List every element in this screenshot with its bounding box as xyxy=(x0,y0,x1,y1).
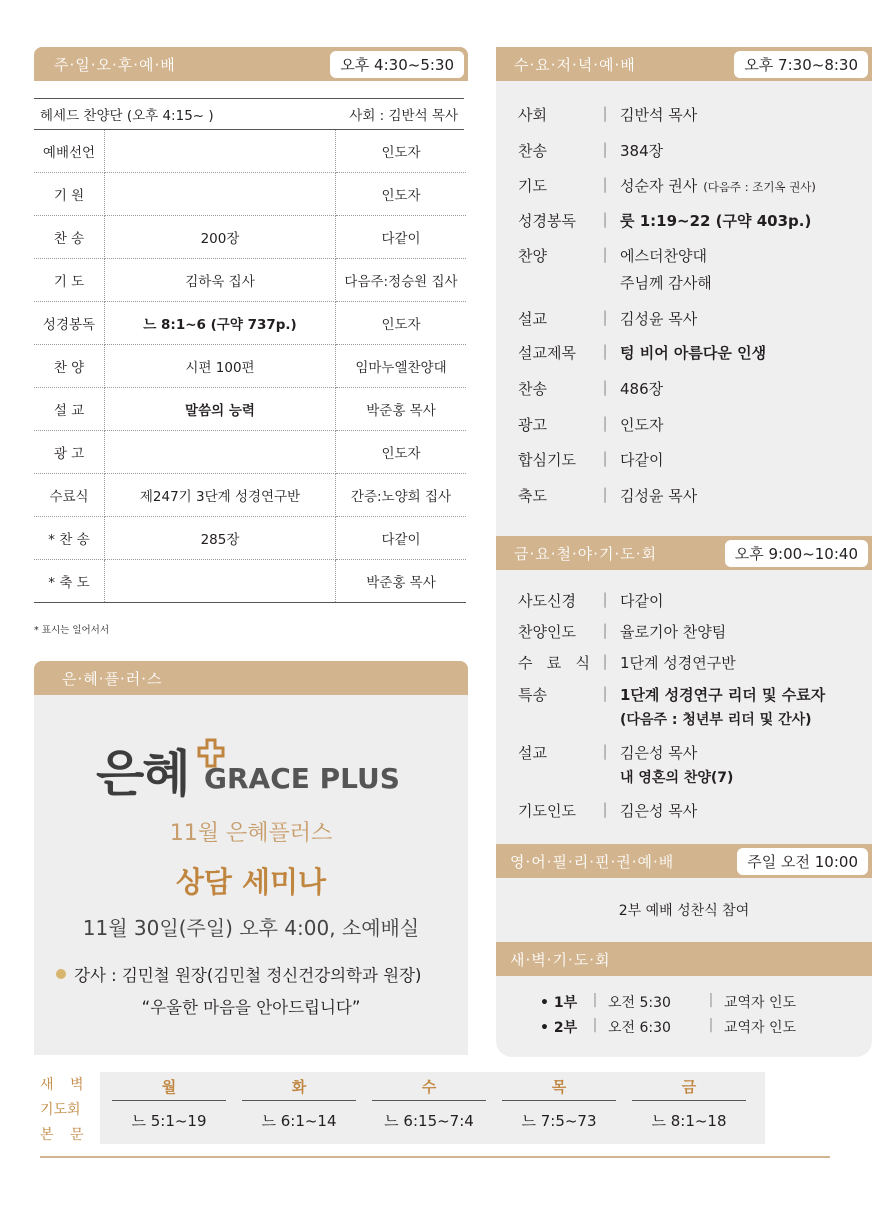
row-value xyxy=(620,140,663,161)
english-text: 2부 예배 성찬식 참여 xyxy=(618,903,750,919)
separator: | xyxy=(602,800,608,818)
dawn-row xyxy=(540,1017,824,1037)
order-row xyxy=(34,302,466,345)
order-item: 성경봉독 xyxy=(34,302,105,345)
separator: | xyxy=(602,742,608,760)
grace-plus-logo xyxy=(96,734,416,804)
english-time: 주일 오전 10:00 xyxy=(737,848,868,875)
value-main: 김반석 목사 xyxy=(620,106,698,124)
row-value xyxy=(620,342,766,363)
day-passage: 느 5:1~19 xyxy=(131,1112,207,1130)
day-name: 수 xyxy=(372,1072,486,1101)
wednesday-row xyxy=(518,308,697,329)
sunday-header xyxy=(34,47,468,81)
row-value-text xyxy=(620,449,663,470)
row-label: 설교제목 xyxy=(518,344,576,362)
value-main: 인도자 xyxy=(620,416,664,434)
wednesday-row xyxy=(518,175,816,196)
sunday-subheader xyxy=(34,98,464,130)
separator: | xyxy=(602,414,608,432)
value-main: 텅 비어 아름다운 인생 xyxy=(620,344,767,362)
host-text: 사회 : 김반석 목사 xyxy=(349,108,458,124)
row-label: 찬송 xyxy=(518,380,547,398)
order-row xyxy=(34,431,466,474)
dawn-title: 새·벽·기·도·회 xyxy=(510,950,611,969)
bottom-divider xyxy=(40,1156,830,1158)
day-passage: 느 8:1~18 xyxy=(651,1112,727,1130)
row-value xyxy=(620,742,733,787)
order-leader: 인도자 xyxy=(336,173,467,216)
sunday-title: 주·일·오·후·예·배 xyxy=(54,55,176,74)
row-label: 합심기도 xyxy=(518,451,576,469)
row-label: 사도신경 xyxy=(518,592,576,610)
order-leader: 임마누엘찬양대 xyxy=(336,345,467,388)
value-main: 1단계 성경연구 리더 및 수료자 xyxy=(620,686,826,704)
english-title: 영·어·필·리·핀·권·예·배 xyxy=(510,852,675,871)
row-value xyxy=(620,621,726,642)
order-leader: 박준홍 목사 xyxy=(336,560,467,603)
dawn-time: 오전 6:30 xyxy=(608,1020,671,1036)
row-value-text xyxy=(620,245,712,266)
order-leader: 인도자 xyxy=(336,302,467,345)
logo-english: GRACE PLUS xyxy=(204,762,400,795)
schedule-label-1: 새 벽 xyxy=(40,1077,90,1093)
value-main: 성순자 권사 xyxy=(620,177,698,195)
value-main: 다같이 xyxy=(620,451,664,469)
day-column xyxy=(628,1072,750,1141)
friday-row xyxy=(518,742,733,787)
value-second-line: 내 영혼의 찬양(7) xyxy=(620,770,734,786)
order-row xyxy=(34,173,466,216)
order-content xyxy=(105,431,336,474)
separator: | xyxy=(708,992,714,1008)
row-label: 특송 xyxy=(518,686,547,704)
sunday-order-table xyxy=(34,130,466,603)
value-main: 김은성 목사 xyxy=(620,802,698,820)
row-value xyxy=(620,800,697,821)
friday-row xyxy=(518,800,697,821)
row-value xyxy=(620,652,736,673)
value-main: 486장 xyxy=(620,380,664,398)
separator: | xyxy=(602,449,608,467)
order-row xyxy=(34,560,466,603)
schedule-label-2: 기도회 xyxy=(40,1102,81,1118)
row-value xyxy=(620,175,816,196)
dawn-leader: 교역자 인도 xyxy=(724,1020,797,1036)
day-column xyxy=(498,1072,620,1141)
order-item: 찬 송 xyxy=(34,216,105,259)
order-row xyxy=(34,388,466,431)
friday-row xyxy=(518,621,726,642)
grace-event-title: 상담 세미나 xyxy=(175,865,327,899)
row-value-text xyxy=(620,414,663,435)
order-leader: 다같이 xyxy=(336,517,467,560)
row-value-text xyxy=(620,342,766,363)
dawn-part: • 1부 xyxy=(540,995,578,1011)
separator: | xyxy=(602,652,608,670)
row-value xyxy=(620,210,811,231)
order-row xyxy=(34,130,466,173)
grace-month: 11월 은혜플러스 xyxy=(169,821,333,846)
day-passage: 느 6:15~7:4 xyxy=(384,1112,474,1130)
order-item: 설 교 xyxy=(34,388,105,431)
row-value-text xyxy=(620,684,825,705)
separator: | xyxy=(708,1017,714,1033)
day-name: 금 xyxy=(632,1072,746,1101)
row-value-text xyxy=(620,800,697,821)
grace-lecturer xyxy=(56,962,422,986)
friday-row xyxy=(518,590,663,611)
order-content: 느 8:1~6 (구약 737p.) xyxy=(105,302,336,345)
choir-text: 헤세드 찬양단 (오후 4:15~ ) xyxy=(40,108,214,124)
day-passage: 느 7:5~73 xyxy=(521,1112,597,1130)
row-label: 기도 xyxy=(518,177,547,195)
day-name: 화 xyxy=(242,1072,356,1101)
grace-title: 은·혜·플·러·스 xyxy=(62,669,163,688)
dawn-part: • 2부 xyxy=(540,1020,578,1036)
value-main: 김은성 목사 xyxy=(620,744,698,762)
row-value xyxy=(620,684,825,729)
row-value-text xyxy=(620,210,811,231)
bullet-dot-icon xyxy=(56,969,66,979)
order-content xyxy=(105,560,336,603)
separator: | xyxy=(602,590,608,608)
order-content xyxy=(105,173,336,216)
value-main: 384장 xyxy=(620,142,664,160)
separator: | xyxy=(592,992,598,1008)
separator: | xyxy=(602,342,608,360)
wednesday-row xyxy=(518,245,712,293)
order-item: * 찬 송 xyxy=(34,517,105,560)
row-value xyxy=(620,308,697,329)
order-item: * 축 도 xyxy=(34,560,105,603)
row-label: 사회 xyxy=(518,106,547,124)
row-value xyxy=(620,485,697,506)
row-value-text xyxy=(620,652,736,673)
separator: | xyxy=(602,308,608,326)
row-value-text xyxy=(620,175,816,196)
order-leader: 박준홍 목사 xyxy=(336,388,467,431)
order-content: 제247기 3단계 성경연구반 xyxy=(105,474,336,517)
order-content: 200장 xyxy=(105,216,336,259)
row-value xyxy=(620,104,697,125)
order-content: 말씀의 능력 xyxy=(105,388,336,431)
value-main: 룻 1:19~22 (구약 403p.) xyxy=(620,212,812,230)
separator: | xyxy=(602,684,608,702)
wednesday-row xyxy=(518,485,697,506)
value-main: 율로기아 찬양팀 xyxy=(620,623,727,641)
wednesday-row xyxy=(518,378,663,399)
row-value-text xyxy=(620,378,663,399)
dawn-time: 오전 5:30 xyxy=(608,995,671,1011)
value-main: 다같이 xyxy=(620,592,664,610)
day-name: 월 xyxy=(112,1072,226,1101)
dawn-row xyxy=(540,992,824,1012)
value-main: 1단계 성경연구반 xyxy=(620,654,736,672)
order-leader: 다음주:정승원 집사 xyxy=(336,259,467,302)
value-main: 김성윤 목사 xyxy=(620,487,698,505)
day-column xyxy=(238,1072,360,1141)
friday-title: 금·요·철·야·기·도·회 xyxy=(514,544,658,563)
friday-row xyxy=(518,684,825,729)
order-item: 기 도 xyxy=(34,259,105,302)
order-row xyxy=(34,517,466,560)
standing-note: * 표시는 일어서서 xyxy=(34,625,110,636)
separator: | xyxy=(602,485,608,503)
separator: | xyxy=(602,378,608,396)
day-name: 목 xyxy=(502,1072,616,1101)
row-label: 광고 xyxy=(518,416,547,434)
order-item: 광 고 xyxy=(34,431,105,474)
wednesday-row xyxy=(518,414,663,435)
row-label: 기도인도 xyxy=(518,802,576,820)
wednesday-row xyxy=(518,342,766,363)
order-leader: 인도자 xyxy=(336,130,467,173)
order-leader: 간증:노양희 집사 xyxy=(336,474,467,517)
row-label: 찬양 xyxy=(518,247,547,265)
schedule-label-3: 본 문 xyxy=(40,1127,90,1143)
day-column xyxy=(368,1072,490,1141)
friday-time: 오후 9:00~10:40 xyxy=(725,540,868,567)
row-label: 수 료 식 xyxy=(518,654,590,672)
order-content: 시편 100편 xyxy=(105,345,336,388)
lecturer-text: 강사 : 김민철 원장(김민철 정신건강의학과 원장) xyxy=(74,966,422,985)
row-label: 성경봉독 xyxy=(518,212,576,230)
row-value xyxy=(620,378,663,399)
row-value-text xyxy=(620,104,697,125)
logo-korean: 은혜 xyxy=(96,745,189,803)
order-content xyxy=(105,130,336,173)
row-value-text xyxy=(620,140,663,161)
order-row xyxy=(34,474,466,517)
day-passage: 느 6:1~14 xyxy=(261,1112,337,1130)
wednesday-title: 수·요·저·녁·예·배 xyxy=(514,55,636,74)
dawn-header xyxy=(496,942,872,976)
order-row xyxy=(34,345,466,388)
row-value xyxy=(620,414,663,435)
row-value xyxy=(620,449,663,470)
row-value xyxy=(620,590,663,611)
value-extra: (다음주 : 조기옥 권사) xyxy=(703,180,816,194)
wednesday-row xyxy=(518,140,663,161)
separator: | xyxy=(602,140,608,158)
row-label: 축도 xyxy=(518,487,547,505)
value-main: 에스더찬양대 xyxy=(620,247,707,265)
order-leader: 다같이 xyxy=(336,216,467,259)
order-content: 김하욱 집사 xyxy=(105,259,336,302)
wednesday-header xyxy=(496,47,872,81)
separator: | xyxy=(602,621,608,639)
order-row xyxy=(34,216,466,259)
row-value-text xyxy=(620,590,663,611)
grace-date: 11월 30일(주일) 오후 4:00, 소예배실 xyxy=(82,916,420,940)
order-item: 기 원 xyxy=(34,173,105,216)
row-value-text xyxy=(620,485,697,506)
day-column xyxy=(108,1072,230,1141)
row-value-text xyxy=(620,621,726,642)
order-content: 285장 xyxy=(105,517,336,560)
dawn-leader: 교역자 인도 xyxy=(724,995,797,1011)
row-label: 설교 xyxy=(518,744,547,762)
wednesday-row xyxy=(518,449,663,470)
order-item: 수료식 xyxy=(34,474,105,517)
value-second-line: 주님께 감사해 xyxy=(620,274,712,292)
order-item: 예배선언 xyxy=(34,130,105,173)
sunday-time: 오후 4:30~5:30 xyxy=(330,51,464,78)
row-value xyxy=(620,245,712,293)
grace-quote: “우울한 마음을 안아드립니다” xyxy=(141,998,361,1017)
friday-header xyxy=(496,536,872,570)
friday-row xyxy=(518,652,736,673)
row-value-text xyxy=(620,308,697,329)
grace-header xyxy=(34,661,468,695)
order-row xyxy=(34,259,466,302)
row-label: 찬송 xyxy=(518,142,547,160)
wednesday-time: 오후 7:30~8:30 xyxy=(734,51,868,78)
order-leader: 인도자 xyxy=(336,431,467,474)
row-value-text xyxy=(620,742,733,763)
separator: | xyxy=(592,1017,598,1033)
separator: | xyxy=(602,210,608,228)
value-main: 김성윤 목사 xyxy=(620,310,698,328)
separator: | xyxy=(602,175,608,193)
row-label: 찬양인도 xyxy=(518,623,576,641)
wednesday-row xyxy=(518,104,697,125)
english-header xyxy=(496,844,872,878)
row-label: 설교 xyxy=(518,310,547,328)
value-second-line: (다음주 : 청년부 리더 및 간사) xyxy=(620,712,812,728)
wednesday-row xyxy=(518,210,811,231)
order-item: 찬 양 xyxy=(34,345,105,388)
separator: | xyxy=(602,245,608,263)
separator: | xyxy=(602,104,608,122)
